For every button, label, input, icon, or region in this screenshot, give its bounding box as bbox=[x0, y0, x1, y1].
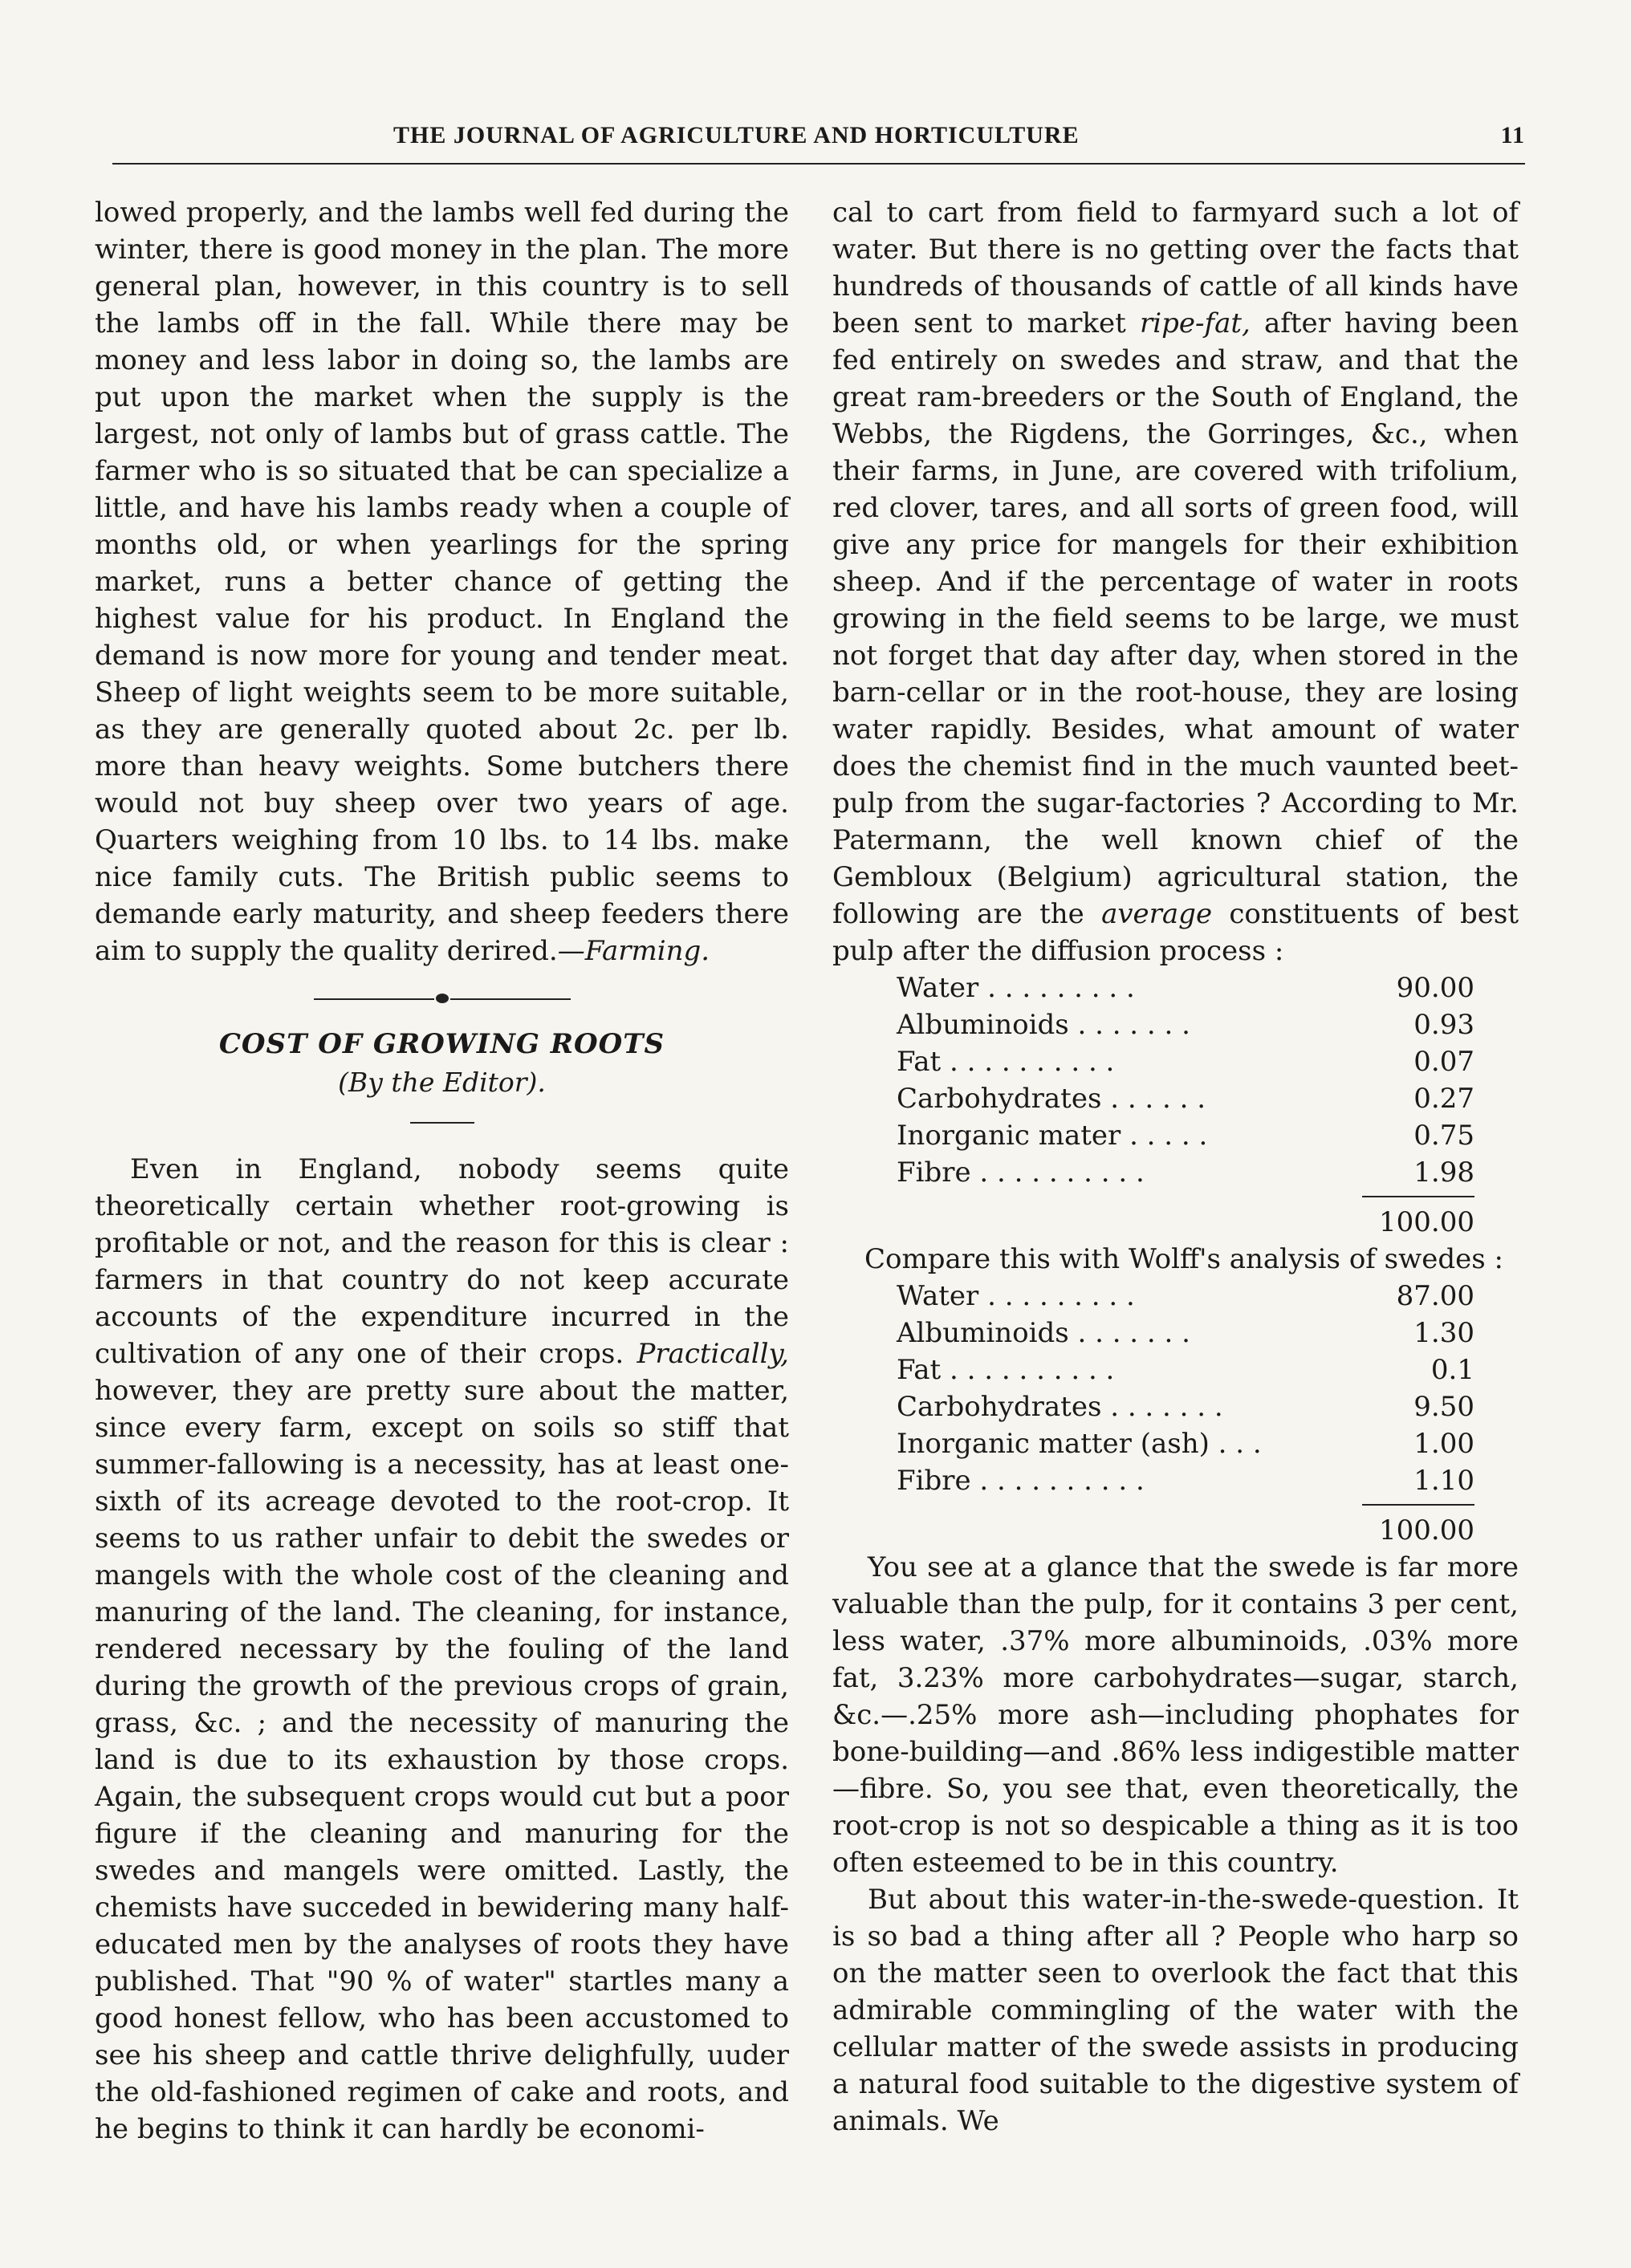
row-value: 0.1 bbox=[1430, 1354, 1474, 1386]
average-word: average bbox=[1101, 898, 1213, 930]
header-rule bbox=[112, 163, 1525, 165]
row-label: Water . . . . . . . . . bbox=[897, 972, 1135, 1004]
row-value: 0.07 bbox=[1413, 1046, 1474, 1078]
row-value: 1.30 bbox=[1413, 1317, 1474, 1349]
table-row bbox=[897, 1351, 1474, 1388]
ornament-dot bbox=[436, 994, 449, 1003]
table-row bbox=[897, 1388, 1474, 1425]
row-value: 1.98 bbox=[1413, 1156, 1474, 1189]
swede-analysis-table bbox=[897, 1278, 1474, 1499]
table-row bbox=[897, 1006, 1474, 1043]
row-label: Carbohydrates . . . . . . bbox=[897, 1083, 1206, 1115]
row-label: Albuminoids . . . . . . . bbox=[897, 1317, 1190, 1349]
left-column bbox=[95, 194, 789, 2148]
water-question-paragraph: But about this water-in-the-swede-question. It is so bad a thing after all ? People who harp so on the matter seen to overlook the fact that this admirable commingling of the water with the cellular matter of the swede assists in producing a natural food suitable to the digestive system of animals. We bbox=[832, 1884, 1519, 2137]
pulp-total: 100.00 bbox=[1362, 1196, 1474, 1241]
row-label: Fibre . . . . . . . . . . bbox=[897, 1465, 1145, 1497]
section-ornament bbox=[95, 992, 789, 1006]
ornament-rule-left bbox=[314, 998, 434, 1000]
right-column bbox=[832, 194, 1519, 2140]
article-paragraph bbox=[95, 1151, 789, 2148]
table-row bbox=[897, 1462, 1474, 1499]
row-label: Carbohydrates . . . . . . . bbox=[897, 1391, 1223, 1423]
ripe-fat-word: ripe-fat, bbox=[1139, 307, 1251, 339]
compare-line: Compare this with Wolff's analysis of swedes : bbox=[864, 1243, 1503, 1275]
table-row bbox=[897, 969, 1474, 1006]
opening-source: —Farming. bbox=[557, 935, 710, 967]
ornament-rule-right bbox=[450, 998, 571, 1000]
pulp-analysis-table bbox=[897, 969, 1474, 1191]
row-label: Inorganic matter (ash) . . . bbox=[897, 1428, 1262, 1460]
row-label: Fat . . . . . . . . . . bbox=[897, 1354, 1115, 1386]
swede-total-row bbox=[897, 1499, 1474, 1549]
row-label: Albuminoids . . . . . . . bbox=[897, 1009, 1190, 1041]
table-row bbox=[897, 1080, 1474, 1117]
row-value: 1.00 bbox=[1413, 1428, 1474, 1460]
row-value: 0.93 bbox=[1413, 1009, 1474, 1041]
row-label: Water . . . . . . . . . bbox=[897, 1280, 1135, 1312]
title-rule bbox=[410, 1122, 474, 1124]
row-value: 9.50 bbox=[1413, 1391, 1474, 1423]
row-label: Inorganic mater . . . . . bbox=[897, 1120, 1208, 1152]
continuation-c: constituents of best pulp after the diffusion process : bbox=[832, 898, 1519, 967]
table-row bbox=[897, 1117, 1474, 1154]
table-row bbox=[897, 1043, 1474, 1080]
article-paragraph-cont: however, they are pretty sure about the matter, since every farm, except on soils so stiff that summer-fallowing is a necessity, has at least one-sixth of its acreage devoted to the root-crop. It seems to us rather unfair to debit the swedes or mangels with the whole cost of the cleaning and manuring of the land. The cleaning, for instance, rendered necessary by the fouling of the land during the growth of the previous crops of grain, grass, &c. ; and the necessity of manuring the land is due to its exhaustion by those crops. Again, the subsequent crops would cut but a poor figure if the cleaning and manuring for the swedes and mangels were omitted. Lastly, the chemists have succeded in bewidering many half-educated men by the analyses of roots they have published. That "90 % of water" startles many a good honest fellow, who has been accustomed to see his sheep and cattle thrive delighfully, uuder the old-fashioned regimen of cake and roots, and he begins to think it can hardly be economi- bbox=[95, 1375, 789, 2145]
page-number: 11 bbox=[1500, 122, 1525, 148]
table-row bbox=[897, 1315, 1474, 1351]
opening-paragraph bbox=[95, 194, 789, 969]
practically-word: Practically, bbox=[637, 1338, 789, 1370]
table-row bbox=[897, 1154, 1474, 1191]
article-paragraph-text: Even in England, nobody seems quite theoretically certain whether root-growing is profitable or not, and the reason for this is clear : farmers in that country do not keep accurate accounts of the expenditure incurred in the cultivation of any one of their crops. bbox=[95, 1153, 789, 1370]
row-value: 87.00 bbox=[1396, 1280, 1474, 1312]
row-value: 0.27 bbox=[1413, 1083, 1474, 1115]
row-label: Fibre . . . . . . . . . . bbox=[897, 1156, 1145, 1189]
row-label: Fat . . . . . . . . . . bbox=[897, 1046, 1115, 1078]
opening-paragraph-text: lowed properly, and the lambs well fed during the winter, there is good money in the plan. The more general plan, however, in this country is to sell the lambs off in the fall. While there may be money and less labor in doing so, the lambs are put upon the market when the supply is the largest, not only of lambs but of grass cattle. The farmer who is so situated that be can specialize a little, and have his lambs ready when a couple of months old, or when yearlings for the spring market, runs a better chance of getting the highest value for his product. In England the demand is now more for young and tender meat. Sheep of light weights seem to be more suitable, as they are generally quoted about 2c. per lb. more than heavy weights. Some butchers there would not buy sheep over two years of age. Quarters weighing from 10 lbs. to 14 lbs. make nice family cuts. The British public seems to demande early maturity, and sheep feeders there aim to supply the quality derired. bbox=[95, 197, 789, 967]
swede-total: 100.00 bbox=[1362, 1504, 1474, 1549]
row-value: 1.10 bbox=[1413, 1465, 1474, 1497]
article-byline: (By the Editor). bbox=[338, 1067, 546, 1098]
continuation-b: after having been fed entirely on swedes and straw, and that the great ram-breeders or the South of England, the Webbs, the Rigdens, the Gorringes, &c., when their farms, in June, are covered with trifolium, red clover, tares, and all sorts of green food, will give any price for mangels for their exhibition sheep. And if the percentage of water in roots growing in the field seems to be large, we must not forget that day after day, when stored in the barn-cellar or in the root-house, they are losing water rapidly. Besides, what amount of water does the chemist find in the much vaunted beet-pulp from the sugar-factories ? According to Mr. Patermann, the well known chief of the Gembloux (Belgium) agricultural station, the following are the bbox=[832, 307, 1519, 930]
article-title: COST OF GROWING ROOTS bbox=[218, 1028, 665, 1060]
row-value: 90.00 bbox=[1396, 972, 1474, 1004]
pulp-total-row bbox=[897, 1191, 1474, 1241]
journal-title: THE JOURNAL OF AGRICULTURE AND HORTICULTURE bbox=[393, 122, 1080, 148]
continuation-a: cal to cart from field to farmyard such a lot of water. But there is no getting over the facts that hundreds of thousands of cattle of all kinds have been sent to market bbox=[832, 197, 1519, 339]
table-row bbox=[897, 1278, 1474, 1315]
glance-paragraph: You see at a glance that the swede is far more valuable than the pulp, for it contains 3 per cent, less water, .37% more albuminoids, .03% more fat, 3.23% more carbohydrates—sugar, starch, &c.—.25% more ash—including phophates for bone-building—and .86% less indigestible matter—fibre. So, you see that, even theoretically, the root-crop is not so despicable a thing as it is too often esteemed to be in this country. bbox=[832, 1551, 1519, 1879]
continuation-paragraph bbox=[832, 194, 1519, 969]
table-row bbox=[897, 1425, 1474, 1462]
row-value: 0.75 bbox=[1413, 1120, 1474, 1152]
